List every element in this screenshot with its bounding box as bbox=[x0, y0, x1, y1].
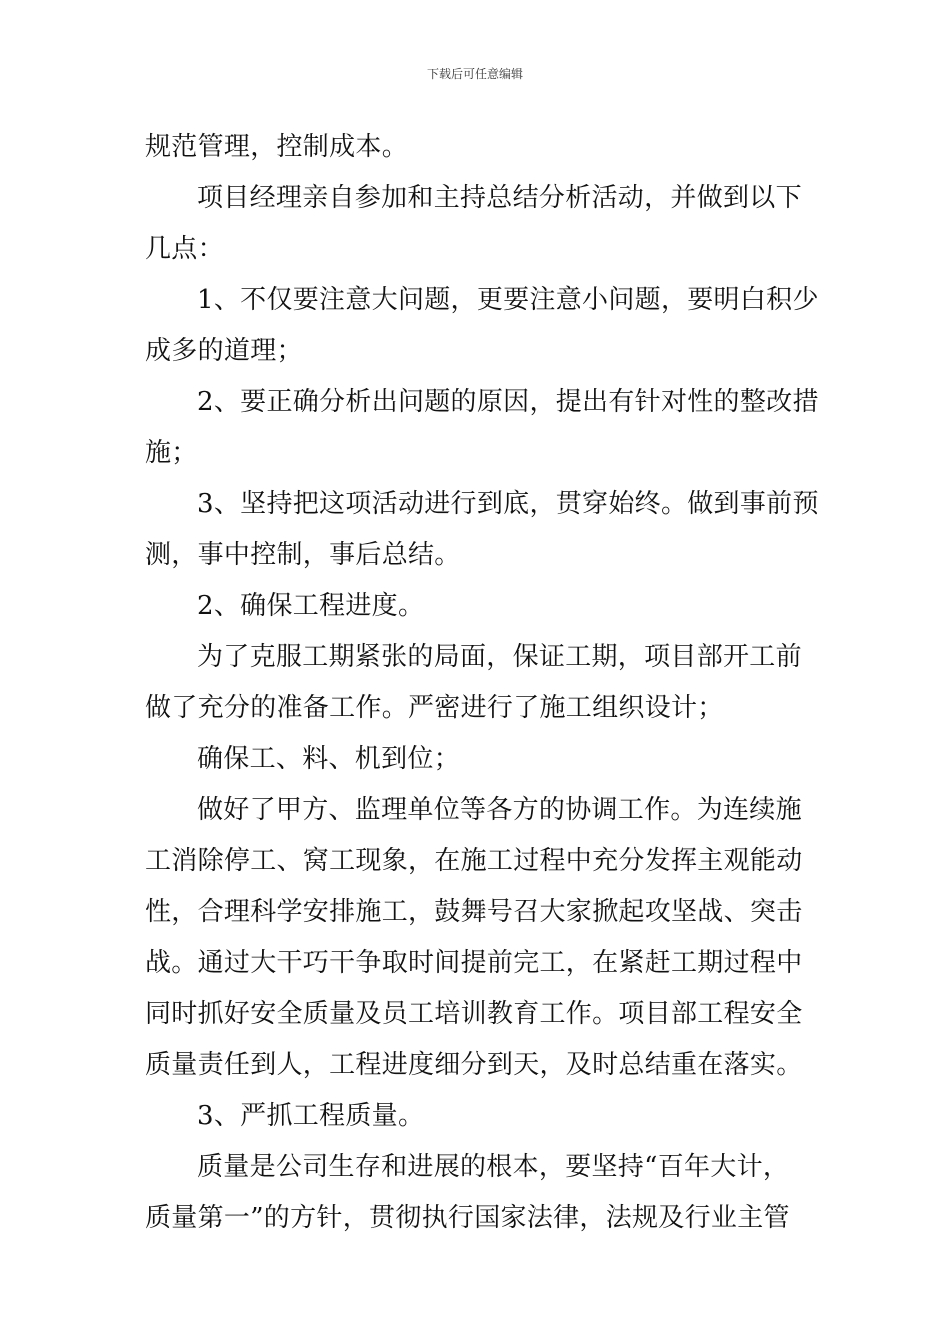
text-line: 工消除停工、窝工现象，在施工过程中充分发挥主观能动 bbox=[145, 846, 803, 876]
text-line: 2、确保工程进度。 bbox=[197, 591, 425, 621]
text-line: 几点： bbox=[145, 234, 224, 264]
page-header: 下载后可任意编辑 bbox=[426, 67, 523, 81]
text-line: 确保工、料、机到位； bbox=[197, 744, 461, 774]
text-line: 3、坚持把这项活动进行到底，贯穿始终。做到事前预 bbox=[197, 489, 819, 519]
document-body bbox=[145, 122, 819, 1244]
text-line: 战。通过大干巧干争取时间提前完工，在紧赶工期过程中 bbox=[145, 948, 803, 978]
text-line: 为了克服工期紧张的局面，保证工期，项目部开工前 bbox=[197, 642, 802, 672]
text-line: 项目经理亲自参加和主持总结分析活动，并做到以下 bbox=[197, 183, 802, 213]
text-line: 质量第一”的方针，贯彻执行国家法律，法规及行业主管 bbox=[145, 1203, 790, 1233]
text-line: 质量是公司生存和进展的根本，要坚持“百年大计， bbox=[197, 1152, 790, 1182]
text-line: 3、严抓工程质量。 bbox=[197, 1101, 425, 1131]
text-line: 质量责任到人，工程进度细分到天，及时总结重在落实。 bbox=[145, 1050, 803, 1080]
text-line: 1、不仅要注意大问题，更要注意小问题，要明白积少 bbox=[197, 285, 819, 315]
text-line: 规范管理，控制成本。 bbox=[145, 132, 409, 162]
text-line: 做了充分的准备工作。严密进行了施工组织设计； bbox=[145, 693, 724, 723]
text-line: 性，合理科学安排施工，鼓舞号召大家掀起攻坚战、突击 bbox=[145, 897, 803, 927]
text-line: 做好了甲方、监理单位等各方的协调工作。为连续施 bbox=[197, 795, 802, 825]
text-line: 施； bbox=[145, 438, 198, 468]
text-line: 测，事中控制，事后总结。 bbox=[145, 540, 461, 570]
text-line: 2、要正确分析出问题的原因，提出有针对性的整改措 bbox=[197, 387, 819, 417]
text-line: 同时抓好安全质量及员工培训教育工作。项目部工程安全 bbox=[145, 999, 803, 1029]
text-line: 成多的道理； bbox=[145, 336, 303, 366]
